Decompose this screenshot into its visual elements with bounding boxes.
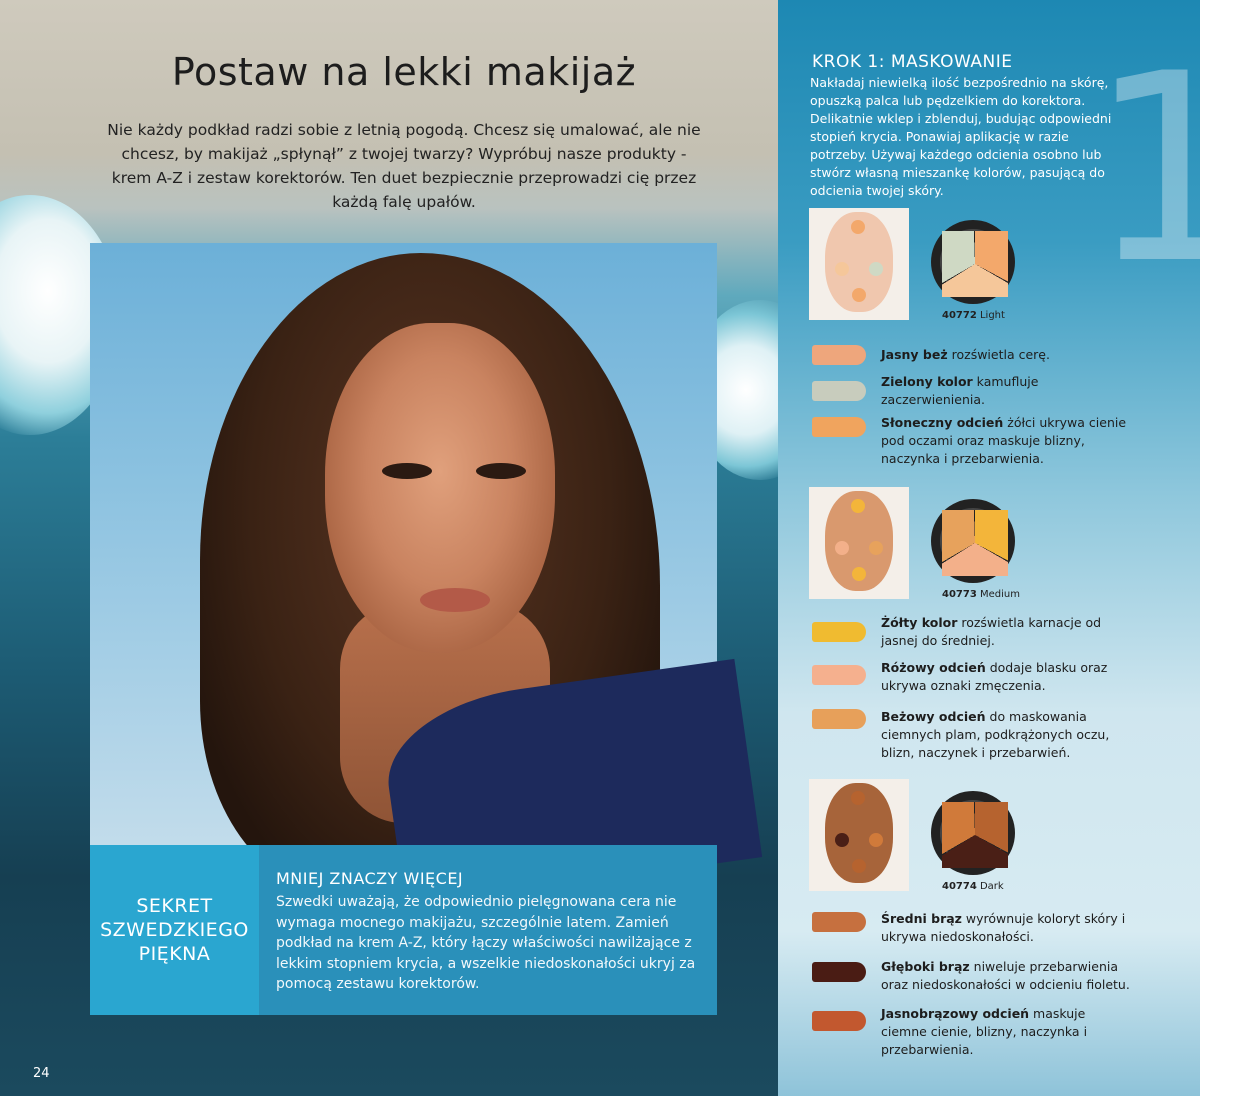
secret-body: Szwedki uważają, że odpowiednio pielęgnowana cera nie wymaga mocnego makijażu, szczególnie latem. Zamień podkład na krem A-Z, który łączy właściwości nawilżające z lekkim stopniem krycia, a wszelkie niedoskonałości ukryj za pomocą zestawu korektorów. [276, 894, 696, 992]
concealer-compact [931, 791, 1015, 875]
product-shade-name: Light [976, 310, 1005, 321]
swatch-text: wyrównuje koloryt skóry i ukrywa niedoskonałości. [881, 911, 1126, 944]
secret-text-box [259, 845, 717, 1015]
swatch-name: Głęboki brąz [881, 959, 970, 974]
concealer-dot [835, 833, 849, 847]
swatch-name: Zielony kolor [881, 374, 973, 389]
concealer-dot [835, 541, 849, 555]
swatch-text: dodaje blasku oraz ukrywa oznaki zmęczenia. [881, 660, 1108, 693]
compact-pan [940, 229, 1006, 295]
swatch-name: Beżowy odcień [881, 709, 986, 724]
swatch-text: maskuje ciemne cienie, blizny, naczynka i przebarwienia. [881, 1006, 1088, 1057]
product-shade-name: Medium [976, 589, 1020, 600]
color-swatch [812, 417, 866, 437]
step-big-number: 1 [1088, 19, 1253, 321]
concealer-compact [931, 499, 1015, 583]
swatch-text: do maskowania ciemnych plam, podkrążonych oczu, blizn, naczynek i przebarwień. [881, 709, 1110, 760]
color-swatch [812, 381, 866, 401]
page-title: Postaw na lekki makijaż [171, 50, 637, 94]
color-swatch [812, 345, 866, 365]
color-swatch [812, 622, 866, 642]
swatch-text: niweluje przebarwienia oraz niedoskonałości w odcieniu fioletu. [881, 959, 1130, 992]
model-eye [382, 463, 432, 479]
concealer-dot [852, 567, 866, 581]
secret-label: SEKRET SZWEDZKIEGO PIĘKNA [100, 895, 249, 965]
step-body: Nakładaj niewielką ilość bezpośrednio na skórę, opuszką palca lub pędzelkiem do korektora. Delikatnie wklep i zblenduj, budując odpowiedni stopień krycia. Ponawiaj aplikację w razie potrzeby. Używaj każdego odcienia osobno lub stwórz własną mieszankę kolorów, pasującą do odcienia twojej skóry. [810, 75, 1112, 198]
concealer-compact [931, 220, 1015, 304]
swatch-text: kamufluje zaczerwienienia. [881, 374, 1039, 407]
concealer-dot [851, 791, 865, 805]
compact-segment [942, 802, 1008, 868]
product-code-number: 40774 [942, 881, 977, 892]
swatch-name: Jasny beż [881, 347, 948, 362]
step-title: KROK 1: MASKOWANIE [812, 52, 1013, 72]
swatch-description [881, 614, 1131, 650]
product-code [942, 310, 1005, 321]
model-face-thumbnail [809, 487, 909, 599]
secret-title: MNIEJ ZNACZY WIĘCEJ [276, 869, 464, 888]
compact-pan [940, 508, 1006, 574]
color-swatch [812, 709, 866, 729]
swatch-name: Jasnobrązowy odcień [881, 1006, 1030, 1021]
concealer-dot [869, 833, 883, 847]
swatch-description [881, 708, 1131, 762]
product-code [942, 589, 1020, 600]
product-code-number: 40772 [942, 310, 977, 321]
swatch-text: rozświetla cerę. [947, 347, 1050, 362]
swatch-description [881, 373, 1131, 409]
concealer-dot [835, 262, 849, 276]
swatch-name: Średni brąz [881, 911, 962, 926]
model-face-thumbnail [809, 779, 909, 891]
swatch-description [881, 414, 1131, 468]
swatch-description [881, 346, 1131, 364]
concealer-dot [869, 541, 883, 555]
swatch-name: Żółty kolor [881, 615, 958, 630]
model-photo [90, 243, 717, 845]
color-swatch [812, 665, 866, 685]
product-code [942, 881, 1004, 892]
swatch-text: żółci ukrywa cienie pod oczami oraz maskuje blizny, naczynka i przebarwienia. [881, 415, 1127, 466]
compact-pan [940, 800, 1006, 866]
model-face-thumbnail [809, 208, 909, 320]
color-swatch [812, 1011, 866, 1031]
swatch-name: Słoneczny odcień [881, 415, 1004, 430]
swatch-name: Różowy odcień [881, 660, 986, 675]
page-number: 24 [33, 1066, 50, 1081]
concealer-dot [869, 262, 883, 276]
swatch-description [881, 1005, 1131, 1059]
swatch-description [881, 659, 1131, 695]
swatch-description [881, 958, 1131, 994]
compact-segment [942, 510, 1008, 576]
concealer-dot [851, 220, 865, 234]
concealer-dot [852, 288, 866, 302]
swatch-description [881, 910, 1131, 946]
model-eye [476, 463, 526, 479]
right-column [778, 0, 1253, 1096]
concealer-dot [852, 859, 866, 873]
concealer-dot [851, 499, 865, 513]
product-shade-name: Dark [976, 881, 1004, 892]
color-swatch [812, 912, 866, 932]
model-lips [420, 588, 490, 612]
color-swatch [812, 962, 866, 982]
secret-label-box [90, 845, 259, 1015]
swatch-text: rozświetla karnacje od jasnej do średniej. [881, 615, 1102, 648]
product-code-number: 40773 [942, 589, 977, 600]
intro-text: Nie każdy podkład radzi sobie z letnią pogodą. Chcesz się umalować, ale nie chcesz, by makijaż „spłynął” z twojej twarzy? Wypróbuj nasze produkty - krem A-Z i zestaw korektorów. Ten duet bezpiecznie przeprowadzi cię przez każdą falę upałów. [107, 121, 701, 211]
compact-segment [942, 231, 1008, 297]
